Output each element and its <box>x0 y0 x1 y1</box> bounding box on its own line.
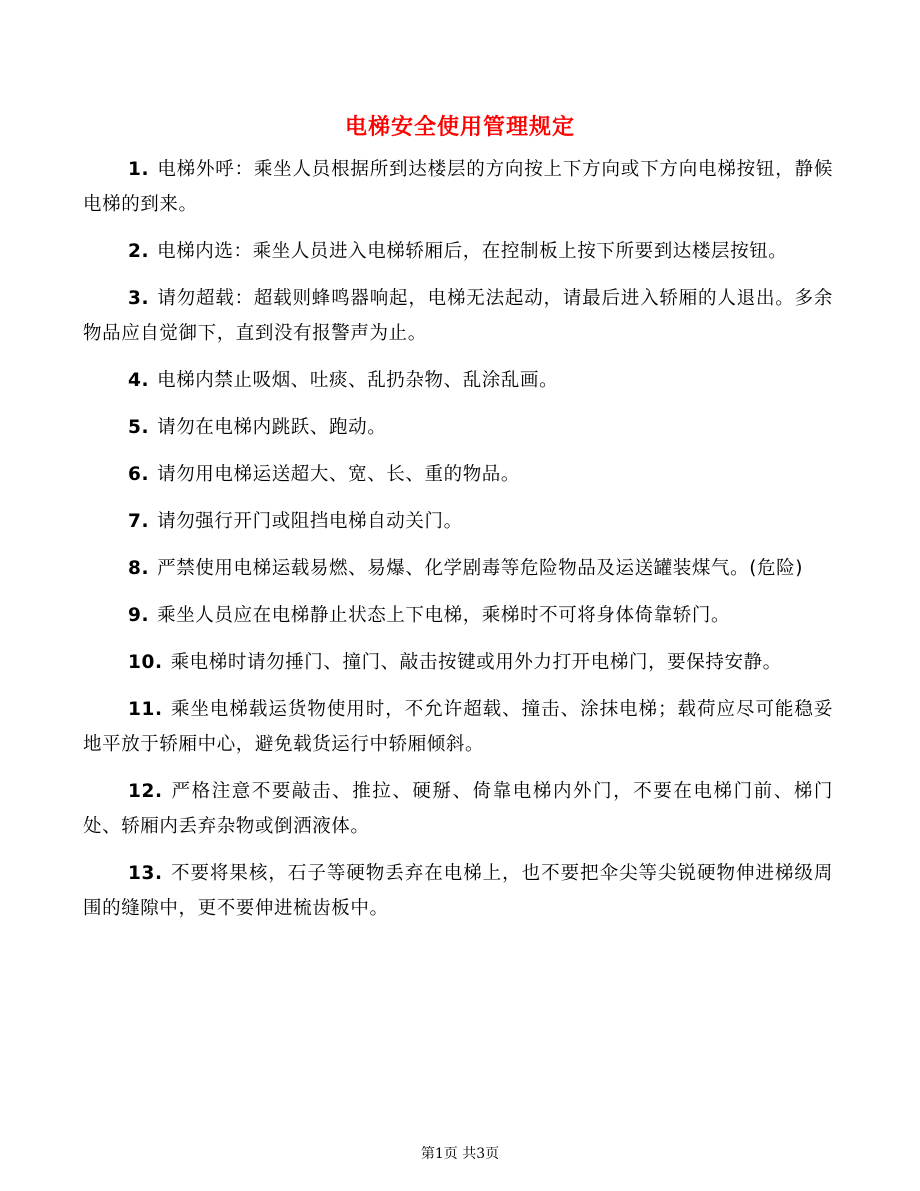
item-text: 请勿用电梯运送超大、宽、长、重的物品。 <box>157 464 521 485</box>
item-text: 乘坐人员应在电梯静止状态上下电梯，乘梯时不可将身体倚靠轿门。 <box>157 605 731 626</box>
page-number: 第1页 共3页 <box>420 1146 500 1162</box>
item-number: 10. <box>128 652 163 673</box>
item-number: 2. <box>128 241 150 262</box>
list-item <box>83 152 833 222</box>
item-number: 12. <box>128 781 163 802</box>
item-number: 8. <box>128 558 150 579</box>
item-text: 请勿在电梯内跳跃、跑动。 <box>157 417 387 438</box>
list-item <box>83 504 833 539</box>
item-text: 请勿超载：超载则蜂鸣器响起，电梯无法起动，请最后进入轿厢的人退出。多余物品应自觉御下，直到没有报警声为止。 <box>83 288 833 344</box>
item-text: 电梯外呼：乘坐人员根据所到达楼层的方向按上下方向或下方向电梯按钮，静候电梯的到来。 <box>83 159 833 215</box>
item-number: 11. <box>128 699 163 720</box>
list-item <box>83 856 833 926</box>
item-text: 乘坐电梯载运货物使用时，不允许超载、撞击、涂抹电梯；载荷应尽可能稳妥地平放于轿厢中心，避免载货运行中轿厢倾斜。 <box>83 699 833 755</box>
item-number: 9. <box>128 605 150 626</box>
item-number: 4. <box>128 370 150 391</box>
rules-list <box>83 152 833 938</box>
list-item <box>83 457 833 492</box>
item-number: 5. <box>128 417 150 438</box>
list-item <box>83 281 833 351</box>
item-text: 不要将果核，石子等硬物丢弃在电梯上，也不要把伞尖等尖锐硬物伸进梯级周围的缝隙中，更不要伸进梳齿板中。 <box>83 863 833 919</box>
list-item <box>83 410 833 445</box>
list-item <box>83 692 833 762</box>
item-number: 1. <box>128 159 150 180</box>
item-text: 电梯内禁止吸烟、吐痰、乱扔杂物、乱涂乱画。 <box>157 370 559 391</box>
item-text: 电梯内选：乘坐人员进入电梯轿厢后，在控制板上按下所要到达楼层按钮。 <box>157 241 788 262</box>
list-item <box>83 598 833 633</box>
item-number: 6. <box>128 464 150 485</box>
item-text: 请勿强行开门或阻挡电梯自动关门。 <box>157 511 463 532</box>
list-item <box>83 551 833 586</box>
item-number: 3. <box>128 288 150 309</box>
item-number: 7. <box>128 511 150 532</box>
list-item <box>83 645 833 680</box>
item-text: 严禁使用电梯运载易燃、易爆、化学剧毒等危险物品及运送罐装煤气。(危险) <box>157 558 804 579</box>
item-text: 严格注意不要敲击、推拉、硬掰、倚靠电梯内外门，不要在电梯门前、梯门处、轿厢内丢弃杂物或倒洒液体。 <box>83 781 833 837</box>
list-item <box>83 774 833 844</box>
page-title: 电梯安全使用管理规定 <box>344 114 575 140</box>
list-item <box>83 363 833 398</box>
item-number: 13. <box>128 863 163 884</box>
list-item <box>83 234 833 269</box>
item-text: 乘电梯时请勿捶门、撞门、敲击按键或用外力打开电梯门，要保持安静。 <box>170 652 782 673</box>
